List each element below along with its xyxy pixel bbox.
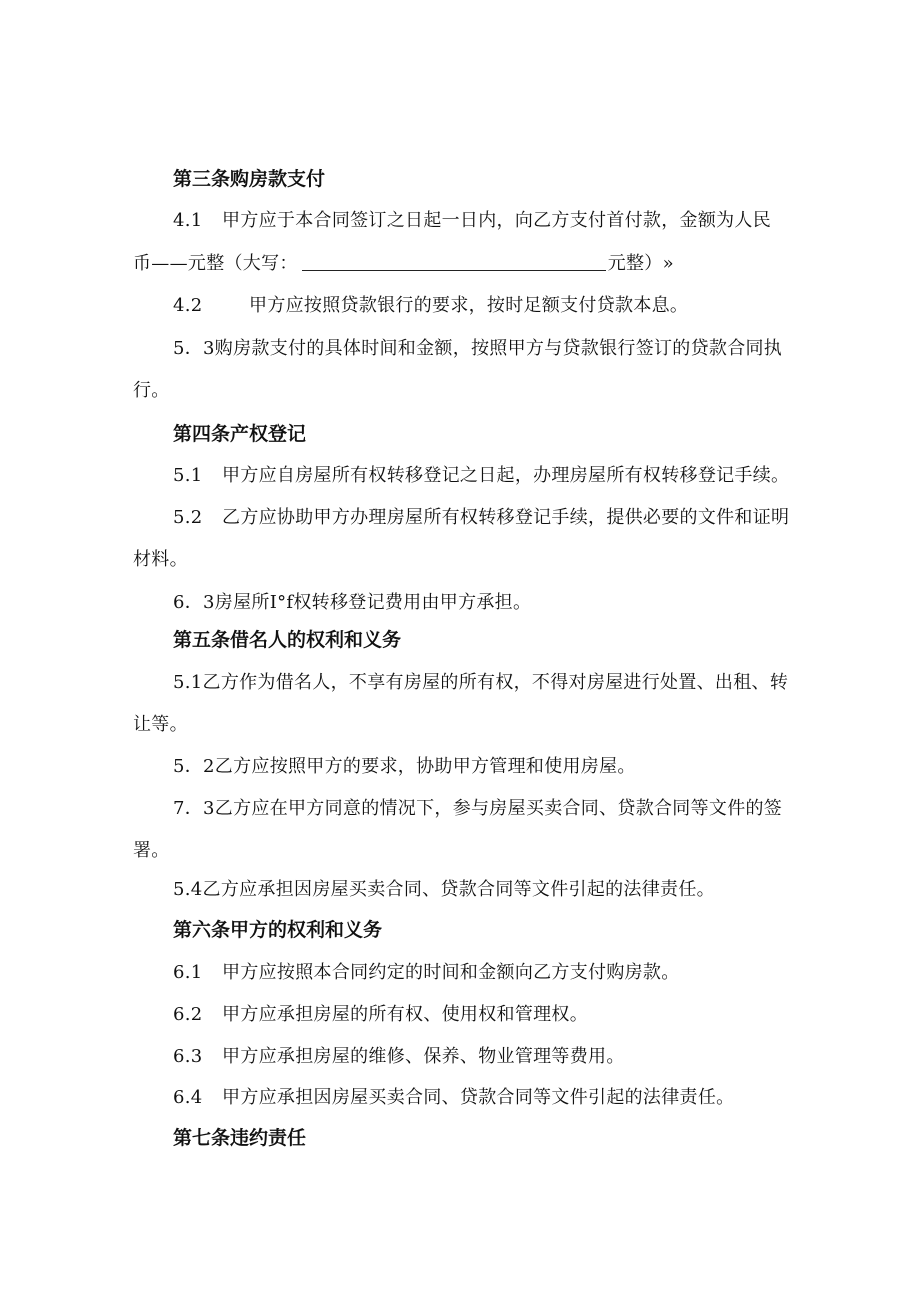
clause-number: 5.1 [173, 465, 203, 486]
clause-number: 6.2 [173, 1004, 203, 1025]
section-4-heading: 第四条产权登记 [173, 423, 307, 445]
clause-text: 甲方应按照本合同约定的时间和金额向乙方支付购房款。 [222, 962, 680, 983]
clause-5-4-borrower: 5.4乙方应承担因房屋买卖合同、贷款合同等文件引起的法律责任。 [173, 879, 715, 900]
clause-number: 4.2 [173, 295, 203, 316]
clause-4-1-line2 [133, 252, 674, 276]
clause-6-2 [173, 1003, 588, 1027]
clause-text: 甲方应自房屋所有权转移登记之日起，办理房屋所有权转移登记手续。 [222, 465, 790, 486]
section-3-heading: 第三条购房款支付 [173, 168, 326, 190]
clause-text: 币——元整（大写： [133, 253, 298, 274]
section-5-heading: 第五条借名人的权利和义务 [173, 629, 402, 651]
clause-number: 6.3 [173, 1046, 203, 1067]
clause-number: 4.1 [173, 210, 203, 231]
clause-number: 6.1 [173, 962, 203, 983]
clause-text: 元整）» [607, 253, 674, 274]
clause-5-2-line2: 材料。 [133, 549, 188, 570]
clause-5-3-line2: 行。 [133, 380, 170, 401]
clause-5-3-line1: 5．3购房款支付的具体时间和金额，按照甲方与贷款银行签订的贷款合同执 [173, 338, 783, 359]
clause-text: 甲方应承担房屋的维修、保养、物业管理等费用。 [222, 1046, 625, 1067]
section-6-heading: 第六条甲方的权利和义务 [173, 919, 383, 941]
clause-number: 5.2 [173, 507, 203, 528]
clause-text: 甲方应按照贷款银行的要求，按时足额支付贷款本息。 [249, 295, 689, 316]
clause-7-3-line1: 7．3乙方应在甲方同意的情况下，参与房屋买卖合同、贷款合同等文件的签 [173, 798, 783, 819]
clause-6-4 [173, 1086, 734, 1110]
clause-5-1-borrower-line2: 让等。 [133, 714, 188, 735]
clause-6-3: 6．3房屋所I°f权转移登记费用由甲方承担。 [173, 592, 532, 613]
clause-text: 甲方应于本合同签订之日起一日内，向乙方支付首付款，金额为人民 [222, 210, 772, 231]
clause-4-2 [173, 294, 688, 318]
clause-5-2-borrower: 5．2乙方应按照甲方的要求，协助甲方管理和使用房屋。 [173, 756, 636, 777]
section-7-heading: 第七条违约责任 [173, 1127, 307, 1149]
clause-5-1 [173, 464, 789, 488]
clause-5-1-borrower-line1: 5.1乙方作为借名人，不享有房屋的所有权，不得对房屋进行处置、出租、转 [173, 672, 789, 693]
clause-text: 甲方应承担因房屋买卖合同、贷款合同等文件引起的法律责任。 [222, 1087, 735, 1108]
clause-5-2-line1 [173, 506, 789, 530]
clause-number: 6.4 [173, 1087, 203, 1108]
blank-amount-field [302, 252, 606, 271]
clause-6-1 [173, 961, 680, 985]
clause-text: 乙方应协助甲方办理房屋所有权转移登记手续，提供必要的文件和证明 [222, 507, 790, 528]
clause-text: 甲方应承担房屋的所有权、使用权和管理权。 [222, 1004, 589, 1025]
clause-4-1-line1 [173, 209, 771, 233]
clause-6-3-party-a [173, 1045, 625, 1069]
clause-7-3-line2: 署。 [133, 840, 170, 861]
